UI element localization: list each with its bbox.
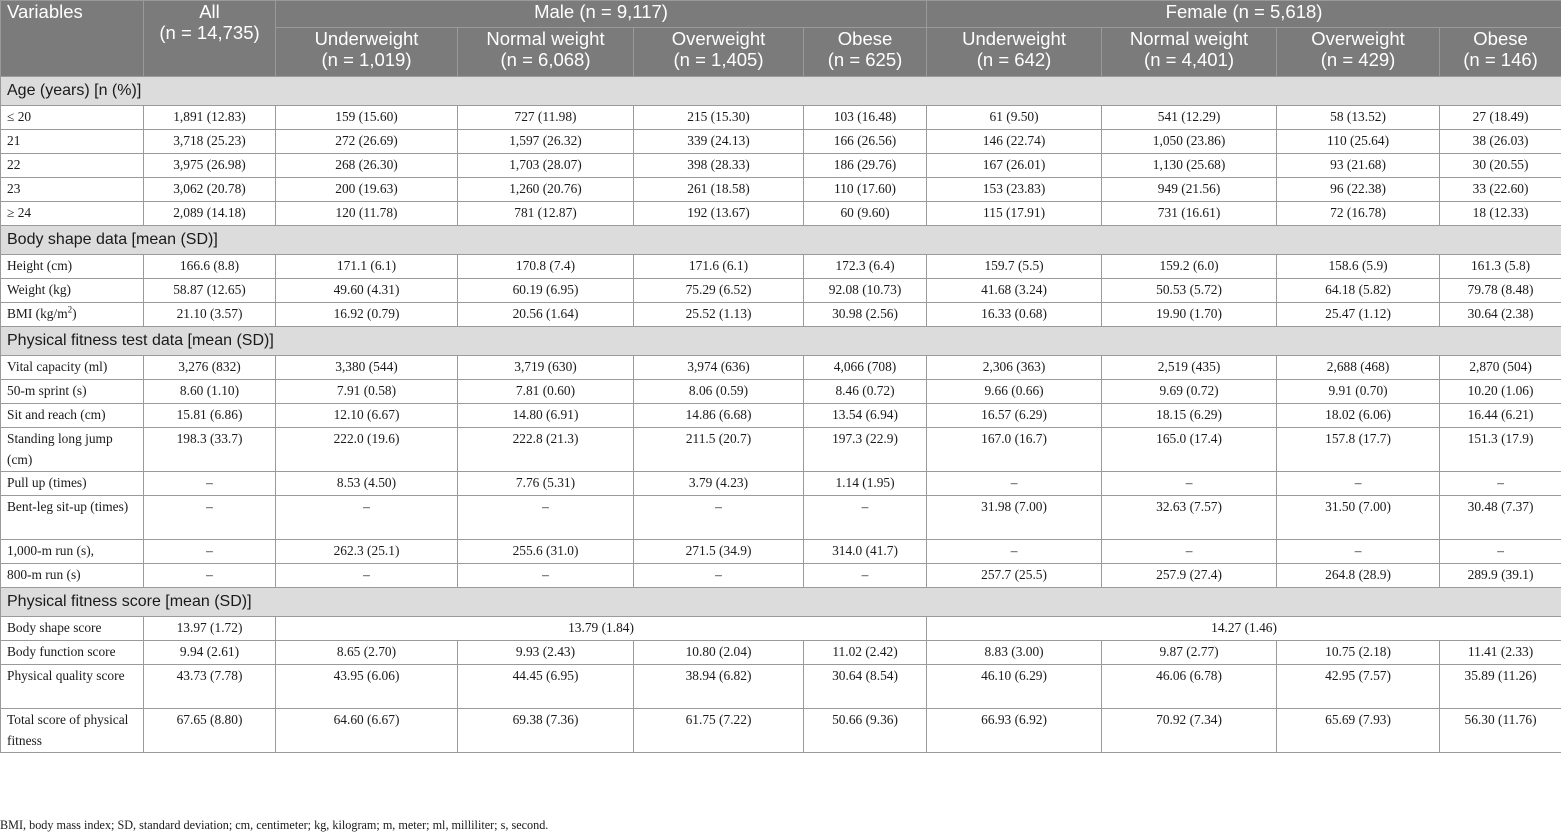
table-cell: 19.90 (1.70)	[1102, 303, 1277, 327]
table-cell: 46.10 (6.29)	[927, 665, 1102, 709]
table-cell: –	[144, 496, 276, 540]
table-cell: 211.5 (20.7)	[634, 428, 804, 472]
table-cell: 64.60 (6.67)	[276, 709, 458, 753]
table-cell: 314.0 (41.7)	[804, 540, 927, 564]
table-cell: 11.41 (2.33)	[1440, 641, 1561, 665]
table-cell: 43.73 (7.78)	[144, 665, 276, 709]
table-cell: 161.3 (5.8)	[1440, 255, 1561, 279]
table-cell: 79.78 (8.48)	[1440, 279, 1561, 303]
row-label: Bent-leg sit-up (times)	[1, 496, 144, 540]
table-cell: 159.2 (6.0)	[1102, 255, 1277, 279]
table-cell: 172.3 (6.4)	[804, 255, 927, 279]
table-cell: 93 (21.68)	[1277, 154, 1440, 178]
table-cell: 9.87 (2.77)	[1102, 641, 1277, 665]
row-label-text-end: )	[72, 306, 77, 321]
table-cell: 42.95 (7.57)	[1277, 665, 1440, 709]
row-label: Pull up (times)	[1, 472, 144, 496]
row-label: Sit and reach (cm)	[1, 404, 144, 428]
table-cell: –	[1440, 540, 1561, 564]
table-cell: 8.06 (0.59)	[634, 380, 804, 404]
row-label: Body shape score	[1, 617, 144, 641]
table-cell: 167.0 (16.7)	[927, 428, 1102, 472]
row-label	[1, 303, 144, 327]
table-cell: 115 (17.91)	[927, 202, 1102, 226]
table-cell: 16.44 (6.21)	[1440, 404, 1561, 428]
table-cell: 56.30 (11.76)	[1440, 709, 1561, 753]
table-row	[1, 106, 1561, 130]
table-row	[1, 255, 1561, 279]
table-cell: 10.20 (1.06)	[1440, 380, 1561, 404]
section-header-row	[1, 588, 1561, 617]
table-cell: 30.48 (7.37)	[1440, 496, 1561, 540]
table-cell: 197.3 (22.9)	[804, 428, 927, 472]
subgroup-n: (n = 1,405)	[673, 49, 764, 70]
table-cell: 1,703 (28.07)	[458, 154, 634, 178]
table-cell: 30.64 (8.54)	[804, 665, 927, 709]
table-cell: 66.93 (6.92)	[927, 709, 1102, 753]
table-cell: 13.54 (6.94)	[804, 404, 927, 428]
header-all-n: (n = 14,735)	[159, 22, 260, 43]
table-cell: 11.02 (2.42)	[804, 641, 927, 665]
table-cell: 2,870 (504)	[1440, 356, 1561, 380]
table-cell: 261 (18.58)	[634, 178, 804, 202]
table-cell: 12.10 (6.67)	[276, 404, 458, 428]
subgroup-name: Normal weight	[486, 28, 605, 49]
table-row	[1, 428, 1561, 472]
subgroup-name: Overweight	[671, 28, 766, 49]
table-cell: 3.79 (4.23)	[634, 472, 804, 496]
table-cell: 1,597 (26.32)	[458, 130, 634, 154]
table-cell: 16.33 (0.68)	[927, 303, 1102, 327]
table-cell: 339 (24.13)	[634, 130, 804, 154]
subgroup-name: Obese	[837, 28, 893, 49]
header-subgroup	[276, 28, 458, 77]
subgroup-name: Overweight	[1311, 28, 1405, 49]
table-cell: 222.0 (19.6)	[276, 428, 458, 472]
table-cell: 38 (26.03)	[1440, 130, 1561, 154]
table-cell: 96 (22.38)	[1277, 178, 1440, 202]
table-cell: 2,089 (14.18)	[144, 202, 276, 226]
table-cell: 110 (17.60)	[804, 178, 927, 202]
table-cell: –	[458, 564, 634, 588]
table-cell: 31.50 (7.00)	[1277, 496, 1440, 540]
row-label: Vital capacity (ml)	[1, 356, 144, 380]
table-cell: 20.56 (1.64)	[458, 303, 634, 327]
table-cell: –	[1440, 472, 1561, 496]
table-row	[1, 709, 1561, 753]
table-cell: 58 (13.52)	[1277, 106, 1440, 130]
table-row	[1, 178, 1561, 202]
table-cell: 18.02 (6.06)	[1277, 404, 1440, 428]
table-row	[1, 356, 1561, 380]
section-header-row	[1, 226, 1561, 255]
row-label: 21	[1, 130, 144, 154]
row-label: Physical quality score	[1, 665, 144, 709]
table-cell: 18.15 (6.29)	[1102, 404, 1277, 428]
table-cell: 8.83 (3.00)	[927, 641, 1102, 665]
table-cell: 110 (25.64)	[1277, 130, 1440, 154]
section-title: Physical fitness score [mean (SD)]	[1, 588, 1561, 617]
table-row	[1, 404, 1561, 428]
table-cell: 257.7 (25.5)	[927, 564, 1102, 588]
table-cell: 65.69 (7.93)	[1277, 709, 1440, 753]
table-cell: 167 (26.01)	[927, 154, 1102, 178]
table-cell: 4,066 (708)	[804, 356, 927, 380]
table-cell: 1,050 (23.86)	[1102, 130, 1277, 154]
table-cell: 170.8 (7.4)	[458, 255, 634, 279]
table-cell: –	[927, 540, 1102, 564]
table-cell: 7.76 (5.31)	[458, 472, 634, 496]
table-cell: 222.8 (21.3)	[458, 428, 634, 472]
table-cell: 146 (22.74)	[927, 130, 1102, 154]
row-label: Total score of physical fitness	[1, 709, 144, 753]
table-row	[1, 564, 1561, 588]
table-cell: –	[634, 496, 804, 540]
table-cell: 60 (9.60)	[804, 202, 927, 226]
table-cell: 1,130 (25.68)	[1102, 154, 1277, 178]
table-cell: 731 (16.61)	[1102, 202, 1277, 226]
subgroup-n: (n = 4,401)	[1144, 49, 1235, 70]
table-cell: 61 (9.50)	[927, 106, 1102, 130]
header-female-group: Female (n = 5,618)	[927, 1, 1561, 28]
table-cell: 192 (13.67)	[634, 202, 804, 226]
table-cell: 1,260 (20.76)	[458, 178, 634, 202]
table-cell: 9.93 (2.43)	[458, 641, 634, 665]
table-cell: 49.60 (4.31)	[276, 279, 458, 303]
section-title: Physical fitness test data [mean (SD)]	[1, 327, 1561, 356]
table-cell: 3,975 (26.98)	[144, 154, 276, 178]
table-cell: 70.92 (7.34)	[1102, 709, 1277, 753]
table-cell: 268 (26.30)	[276, 154, 458, 178]
table-cell: 75.29 (6.52)	[634, 279, 804, 303]
table-row	[1, 540, 1561, 564]
table-cell: 7.81 (0.60)	[458, 380, 634, 404]
table-cell: 10.75 (2.18)	[1277, 641, 1440, 665]
row-label: ≤ 20	[1, 106, 144, 130]
table-cell: 9.94 (2.61)	[144, 641, 276, 665]
table-row	[1, 472, 1561, 496]
table-cell: 2,306 (363)	[927, 356, 1102, 380]
table-cell: 43.95 (6.06)	[276, 665, 458, 709]
table-cell: 159.7 (5.5)	[927, 255, 1102, 279]
table-cell: –	[927, 472, 1102, 496]
table-cell: 3,062 (20.78)	[144, 178, 276, 202]
table-cell: 264.8 (28.9)	[1277, 564, 1440, 588]
table-cell: 1.14 (1.95)	[804, 472, 927, 496]
table-cell: 16.57 (6.29)	[927, 404, 1102, 428]
table-cell: –	[1102, 472, 1277, 496]
subgroup-n: (n = 146)	[1463, 49, 1538, 70]
table-cell: 120 (11.78)	[276, 202, 458, 226]
subgroup-n: (n = 642)	[976, 49, 1052, 70]
table-cell: 166.6 (8.8)	[144, 255, 276, 279]
merged-cell-male: 13.79 (1.84)	[276, 617, 927, 641]
row-label: 50-m sprint (s)	[1, 380, 144, 404]
table-cell: 69.38 (7.36)	[458, 709, 634, 753]
table-cell: 9.91 (0.70)	[1277, 380, 1440, 404]
table-row	[1, 617, 1561, 641]
table-cell: 13.97 (1.72)	[144, 617, 276, 641]
table-cell: 727 (11.98)	[458, 106, 634, 130]
table-cell: 38.94 (6.82)	[634, 665, 804, 709]
table-cell: 15.81 (6.86)	[144, 404, 276, 428]
table-cell: 32.63 (7.57)	[1102, 496, 1277, 540]
table-row	[1, 202, 1561, 226]
subgroup-name: Underweight	[314, 28, 419, 49]
table-cell: 30 (20.55)	[1440, 154, 1561, 178]
row-label: Height (cm)	[1, 255, 144, 279]
table-cell: 3,718 (25.23)	[144, 130, 276, 154]
table-cell: 171.1 (6.1)	[276, 255, 458, 279]
merged-cell-female: 14.27 (1.46)	[927, 617, 1561, 641]
table-cell: 44.45 (6.95)	[458, 665, 634, 709]
table-cell: 18 (12.33)	[1440, 202, 1561, 226]
table-cell: 255.6 (31.0)	[458, 540, 634, 564]
table-cell: 92.08 (10.73)	[804, 279, 927, 303]
footnote: BMI, body mass index; SD, standard deviation; cm, centimeter; kg, kilogram; m, meter; ml, milliliter; s, second.	[0, 818, 549, 832]
table-cell: 151.3 (17.9)	[1440, 428, 1561, 472]
table-cell: –	[634, 564, 804, 588]
table-cell: 8.60 (1.10)	[144, 380, 276, 404]
subgroup-n: (n = 1,019)	[321, 49, 412, 70]
table-cell: –	[144, 564, 276, 588]
header-subgroup	[1277, 28, 1440, 77]
table-cell: 541 (12.29)	[1102, 106, 1277, 130]
table-row	[1, 665, 1561, 709]
table-cell: 64.18 (5.82)	[1277, 279, 1440, 303]
table-cell: 186 (29.76)	[804, 154, 927, 178]
table-cell: 25.47 (1.12)	[1277, 303, 1440, 327]
table-cell: 9.69 (0.72)	[1102, 380, 1277, 404]
row-label: ≥ 24	[1, 202, 144, 226]
row-label-superscript: 2	[67, 304, 73, 315]
header-subgroup	[1440, 28, 1561, 77]
table-cell: 21.10 (3.57)	[144, 303, 276, 327]
table-cell: 10.80 (2.04)	[634, 641, 804, 665]
table-row	[1, 130, 1561, 154]
table-cell: 33 (22.60)	[1440, 178, 1561, 202]
table-cell: 158.6 (5.9)	[1277, 255, 1440, 279]
table-cell: 14.86 (6.68)	[634, 404, 804, 428]
table-cell: 46.06 (6.78)	[1102, 665, 1277, 709]
header-subgroup	[634, 28, 804, 77]
table-cell: 1,891 (12.83)	[144, 106, 276, 130]
row-label: Standing long jump (cm)	[1, 428, 144, 472]
section-title: Age (years) [n (%)]	[1, 77, 1561, 106]
table-cell: 25.52 (1.13)	[634, 303, 804, 327]
table-cell: 103 (16.48)	[804, 106, 927, 130]
table-cell: 157.8 (17.7)	[1277, 428, 1440, 472]
table-cell: 8.53 (4.50)	[276, 472, 458, 496]
subgroup-name: Underweight	[962, 28, 1066, 49]
table-cell: 60.19 (6.95)	[458, 279, 634, 303]
subgroup-n: (n = 429)	[1320, 49, 1396, 70]
table-cell: 257.9 (27.4)	[1102, 564, 1277, 588]
row-label: 1,000-m run (s),	[1, 540, 144, 564]
table-cell: 16.92 (0.79)	[276, 303, 458, 327]
table-cell: 3,276 (832)	[144, 356, 276, 380]
table-cell: 3,380 (544)	[276, 356, 458, 380]
table-cell: 8.65 (2.70)	[276, 641, 458, 665]
table-cell: 72 (16.78)	[1277, 202, 1440, 226]
table-cell: 166 (26.56)	[804, 130, 927, 154]
table-cell: 171.6 (6.1)	[634, 255, 804, 279]
table-cell: 289.9 (39.1)	[1440, 564, 1561, 588]
table-cell: –	[458, 496, 634, 540]
table-row	[1, 380, 1561, 404]
table-cell: 58.87 (12.65)	[144, 279, 276, 303]
header-subgroup	[804, 28, 927, 77]
table-cell: 271.5 (34.9)	[634, 540, 804, 564]
table-cell: 35.89 (11.26)	[1440, 665, 1561, 709]
subgroup-n: (n = 6,068)	[500, 49, 591, 70]
table-cell: –	[144, 540, 276, 564]
row-label-text: BMI (kg/m	[7, 306, 68, 321]
table-cell: 14.80 (6.91)	[458, 404, 634, 428]
table-row	[1, 496, 1561, 540]
table-cell: 9.66 (0.66)	[927, 380, 1102, 404]
section-header-row	[1, 77, 1561, 106]
table-cell: 215 (15.30)	[634, 106, 804, 130]
table-cell: 3,719 (630)	[458, 356, 634, 380]
table-cell: 2,688 (468)	[1277, 356, 1440, 380]
table-cell: 949 (21.56)	[1102, 178, 1277, 202]
section-header-row	[1, 327, 1561, 356]
row-label: Weight (kg)	[1, 279, 144, 303]
table-cell: 272 (26.69)	[276, 130, 458, 154]
table-row	[1, 641, 1561, 665]
table-cell: 27 (18.49)	[1440, 106, 1561, 130]
header-all-label: All	[199, 1, 220, 22]
header-row-groups	[1, 1, 1561, 28]
table-cell: 153 (23.83)	[927, 178, 1102, 202]
table-cell: –	[1102, 540, 1277, 564]
table-row	[1, 303, 1561, 327]
subgroup-name: Obese	[1473, 28, 1528, 49]
table-cell: 41.68 (3.24)	[927, 279, 1102, 303]
row-label: Body function score	[1, 641, 144, 665]
header-variables: Variables	[1, 1, 144, 77]
row-label: 23	[1, 178, 144, 202]
table-cell: 61.75 (7.22)	[634, 709, 804, 753]
row-label: 22	[1, 154, 144, 178]
table-body	[1, 77, 1561, 753]
table-cell: –	[804, 564, 927, 588]
table-cell: 31.98 (7.00)	[927, 496, 1102, 540]
table-cell: 398 (28.33)	[634, 154, 804, 178]
table-cell: 50.53 (5.72)	[1102, 279, 1277, 303]
subgroup-n: (n = 625)	[827, 49, 903, 70]
table-row	[1, 154, 1561, 178]
table-cell: 30.64 (2.38)	[1440, 303, 1561, 327]
header-male-group: Male (n = 9,117)	[276, 1, 927, 28]
table-cell: 3,974 (636)	[634, 356, 804, 380]
table-cell: –	[1277, 540, 1440, 564]
table-cell: 30.98 (2.56)	[804, 303, 927, 327]
table-cell: 262.3 (25.1)	[276, 540, 458, 564]
table-cell: 159 (15.60)	[276, 106, 458, 130]
header-subgroup	[927, 28, 1102, 77]
table-cell: –	[144, 472, 276, 496]
header-all	[144, 1, 276, 77]
table-cell: 781 (12.87)	[458, 202, 634, 226]
subgroup-name: Normal weight	[1129, 28, 1249, 49]
table-cell: 198.3 (33.7)	[144, 428, 276, 472]
table-cell: 165.0 (17.4)	[1102, 428, 1277, 472]
table-row	[1, 279, 1561, 303]
table-cell: 2,519 (435)	[1102, 356, 1277, 380]
header-subgroup	[458, 28, 634, 77]
table-cell: –	[804, 496, 927, 540]
table-cell: 200 (19.63)	[276, 178, 458, 202]
table-header	[1, 1, 1561, 77]
table-cell: –	[1277, 472, 1440, 496]
section-title: Body shape data [mean (SD)]	[1, 226, 1561, 255]
row-label: 800-m run (s)	[1, 564, 144, 588]
table-cell: 67.65 (8.80)	[144, 709, 276, 753]
table-cell: –	[276, 496, 458, 540]
table-cell: 8.46 (0.72)	[804, 380, 927, 404]
table-cell: 50.66 (9.36)	[804, 709, 927, 753]
table-cell: –	[276, 564, 458, 588]
header-subgroup	[1102, 28, 1277, 77]
table-cell: 7.91 (0.58)	[276, 380, 458, 404]
